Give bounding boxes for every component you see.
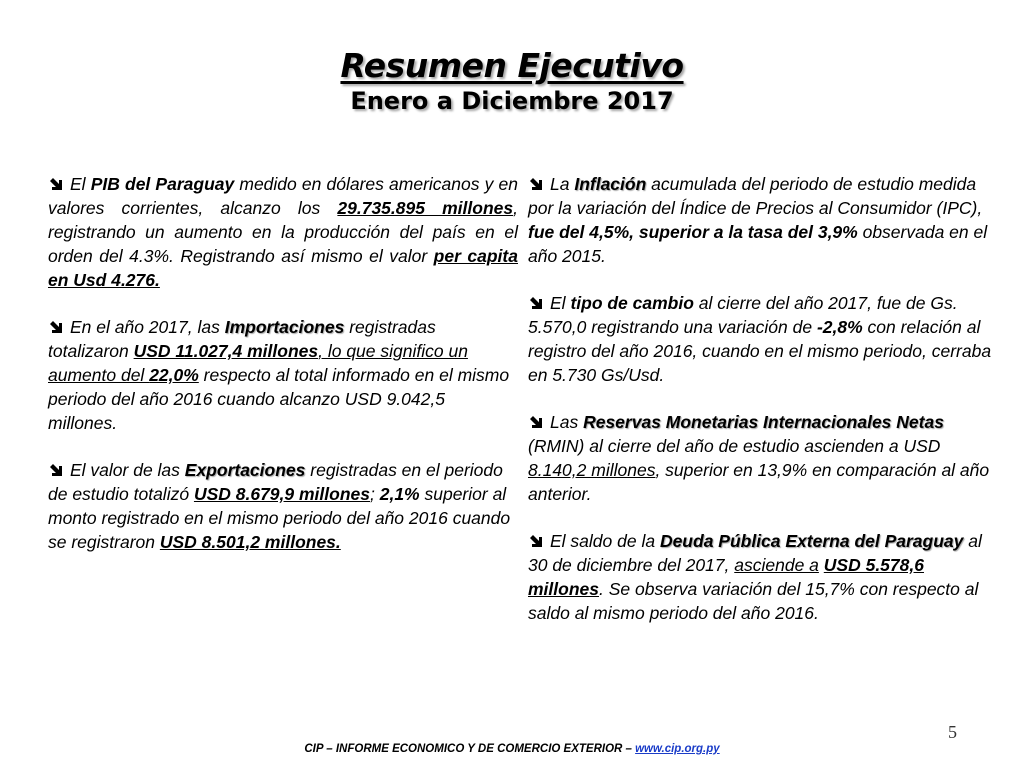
right-column (528, 172, 998, 648)
footer-text: CIP – INFORME ECONOMICO Y DE COMERCIO EXTERIOR – (304, 743, 636, 755)
exportaciones-paragraph: El valor de las Exportaciones registradas en el periodo de estudio totalizó USD 8.679,9 millones; 2,1% superior al monto registrado en el mismo periodo del año 2016 cuando se registraron USD 8.501,2 millones. (48, 460, 511, 552)
page-title: Resumen Ejecutivo (340, 46, 684, 85)
arrow-down-right-icon (528, 414, 544, 430)
slide-header (0, 46, 1024, 116)
page-subtitle: Enero a Diciembre 2017 (350, 87, 674, 115)
deuda-paragraph: El saldo de la Deuda Pública Externa del Paraguay al 30 de diciembre del 2017, asciende a USD 5.578,6 millones. Se observa variación del 15,7% con respecto al saldo al mismo periodo del año 2016. (528, 531, 982, 623)
arrow-down-right-icon (528, 176, 544, 192)
arrow-down-right-icon (528, 295, 544, 311)
importaciones-paragraph: En el año 2017, las Importaciones registradas totalizaron USD 11.027,4 millones, lo que significo un aumento del 22,0% respecto al total informado en el mismo periodo del año 2016 cuando alcanzo USD 9.042,5 millones. (48, 317, 510, 433)
tipo-de-cambio-paragraph: El tipo de cambio al cierre del año 2017, fue de Gs. 5.570,0 registrando una variación de -2,8% con relación al registro del año 2016, cuando en el mismo periodo, cerraba en 5.730 Gs/Usd. (528, 293, 992, 385)
reservas-paragraph: Las Reservas Monetarias Internacionales Netas (RMIN) al cierre del año de estudio ascienden a USD 8.140,2 millones, superior en 13,9% en comparación al año anterior. (528, 412, 990, 504)
arrow-down-right-icon (48, 319, 64, 335)
footer (0, 743, 1024, 755)
arrow-down-right-icon (48, 176, 64, 192)
inflacion-paragraph: La Inflación acumulada del periodo de estudio medida por la variación del Índice de Precios al Consumidor (IPC), fue del 4,5%, superior a la tasa del 3,9% observada en el año 2015. (528, 174, 988, 266)
arrow-down-right-icon (48, 462, 64, 478)
pib-paragraph: El PIB del Paraguay medido en dólares americanos y en valores corrientes, alcanzo los 29.735.895 millones, registrando un aumento en la producción del país en el orden del 4.3%. Registrando así mismo el valor per capita en Usd 4.276. (48, 174, 518, 290)
footer-link[interactable]: www.cip.org.py (635, 743, 720, 755)
arrow-down-right-icon (528, 533, 544, 549)
page-number: 5 (948, 722, 957, 742)
left-column (48, 172, 518, 577)
